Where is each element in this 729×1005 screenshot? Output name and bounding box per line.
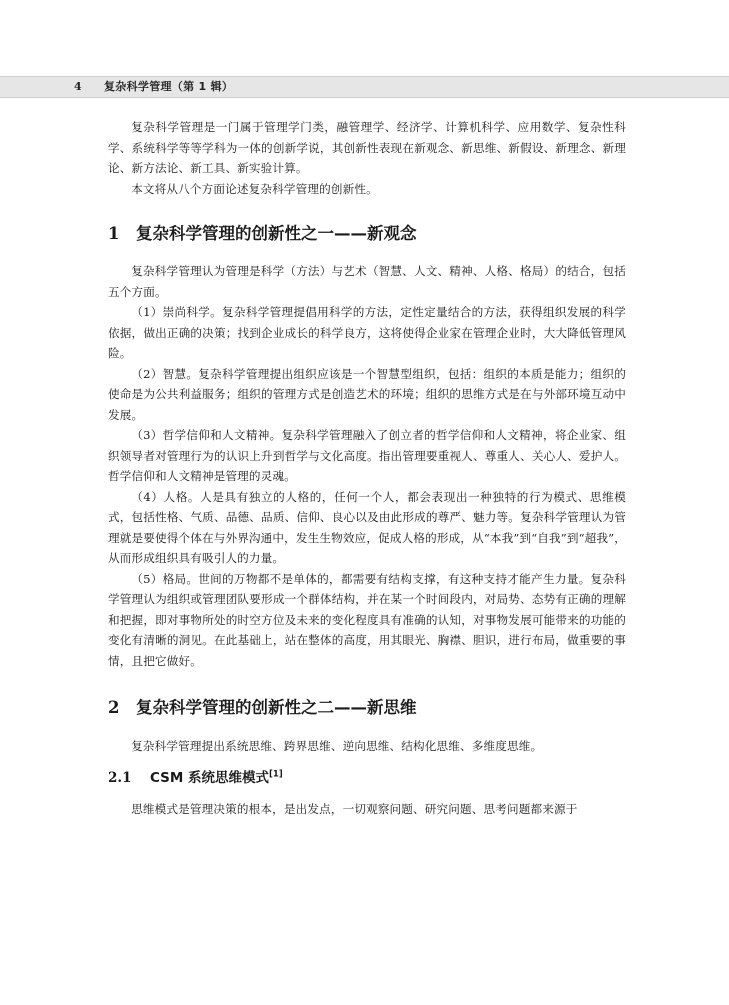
subsection-number: 2.1	[108, 769, 132, 786]
body-paragraph: 复杂科学管理认为管理是科学（方法）与艺术（智慧、人文、精神、人格、格局）的结合，包括五个方面。	[108, 264, 626, 299]
body-paragraph: （4）人格。人是具有独立的人格的，任何一个人，都会表现出一种独特的行为模式、思维模式，包括性格、气质、品德、品质、信仰、良心以及由此形成的尊严、魅力等。复杂科学管理认为管理就是要使得个体在与外界沟通中，发生生物效应，促成人格的形成，从“本我”到“自我”到“超我”，从而形成组织具有吸引人的力量。	[108, 489, 626, 565]
body-paragraph: （5）格局。世间的万物都不是单体的，都需要有结构支撑，有这种支持才能产生力量。复杂科学管理认为组织或管理团队要形成一个群体结构，并在某一个时间段内，对局势、态势有正确的理解和把握，即对事物所处的时空方位及未来的变化程度具有准确的认知，对事物发展可能带来的功能的变化有清晰的洞见。在此基础上，站在整体的高度，用其眼光、胸襟、胆识，进行布局，做重要的事情，且把它做好。	[108, 571, 626, 668]
subsection-title: CSM 系统思维模式	[150, 769, 270, 786]
subsection-heading	[108, 767, 626, 789]
section-title: 复杂科学管理的创新性之二——新思维	[136, 698, 417, 717]
citation-ref[interactable]: [1]	[269, 769, 283, 779]
body-paragraph: （1）崇尚科学。复杂科学管理提倡用科学的方法，定性定量结合的方法，获得组织发展的科学依据，做出正确的决策；找到企业成长的科学良方，这将使得企业家在管理企业时，大大降低管理风险。	[108, 305, 626, 360]
page-body	[108, 117, 626, 819]
book-title: 复杂科学管理（第 1 辑）	[104, 80, 234, 93]
body-paragraph: 思维模式是管理决策的根本，是出发点，一切观察问题、研究问题、思考问题都来源于	[131, 801, 578, 816]
intro-paragraph: 复杂科学管理是一门属于管理学门类，融管理学、经济学、计算机科学、应用数学、复杂性科学、系统科学等等学科为一体的创新学说，其创新性表现在新观念、新思维、新假设、新理念、新理论、新方法论、新工具、新实验计算。	[108, 120, 626, 175]
body-paragraph: 复杂科学管理提出系统思维、跨界思维、逆向思维、结构化思维、多维度思维。	[131, 739, 543, 753]
body-paragraph: （2）智慧。复杂科学管理提出组织应该是一个智慧型组织，包括：组织的本质是能力；组织的使命是为公共利益服务；组织的管理方式是创造艺术的环境；组织的思维方式是在与外部环境互动中发展。	[108, 366, 626, 422]
section-heading	[108, 222, 626, 246]
page-number: 4	[74, 80, 82, 93]
running-header	[0, 76, 729, 98]
intro-paragraph: 本文将从八个方面论述复杂科学管理的创新性。	[131, 181, 378, 196]
body-paragraph: （3）哲学信仰和人文精神。复杂科学管理融入了创立者的哲学信仰和人文精神，将企业家、组织领导者对管理行为的认识上升到哲学与文化高度。指出管理要重视人、尊重人、关心人、爱护人。哲学信仰和人文精神是管理的灵魂。	[108, 428, 626, 483]
section-number: 2	[108, 698, 120, 717]
section-heading	[108, 696, 626, 720]
section-number: 1	[108, 224, 120, 243]
section-title: 复杂科学管理的创新性之一——新观念	[136, 224, 417, 243]
